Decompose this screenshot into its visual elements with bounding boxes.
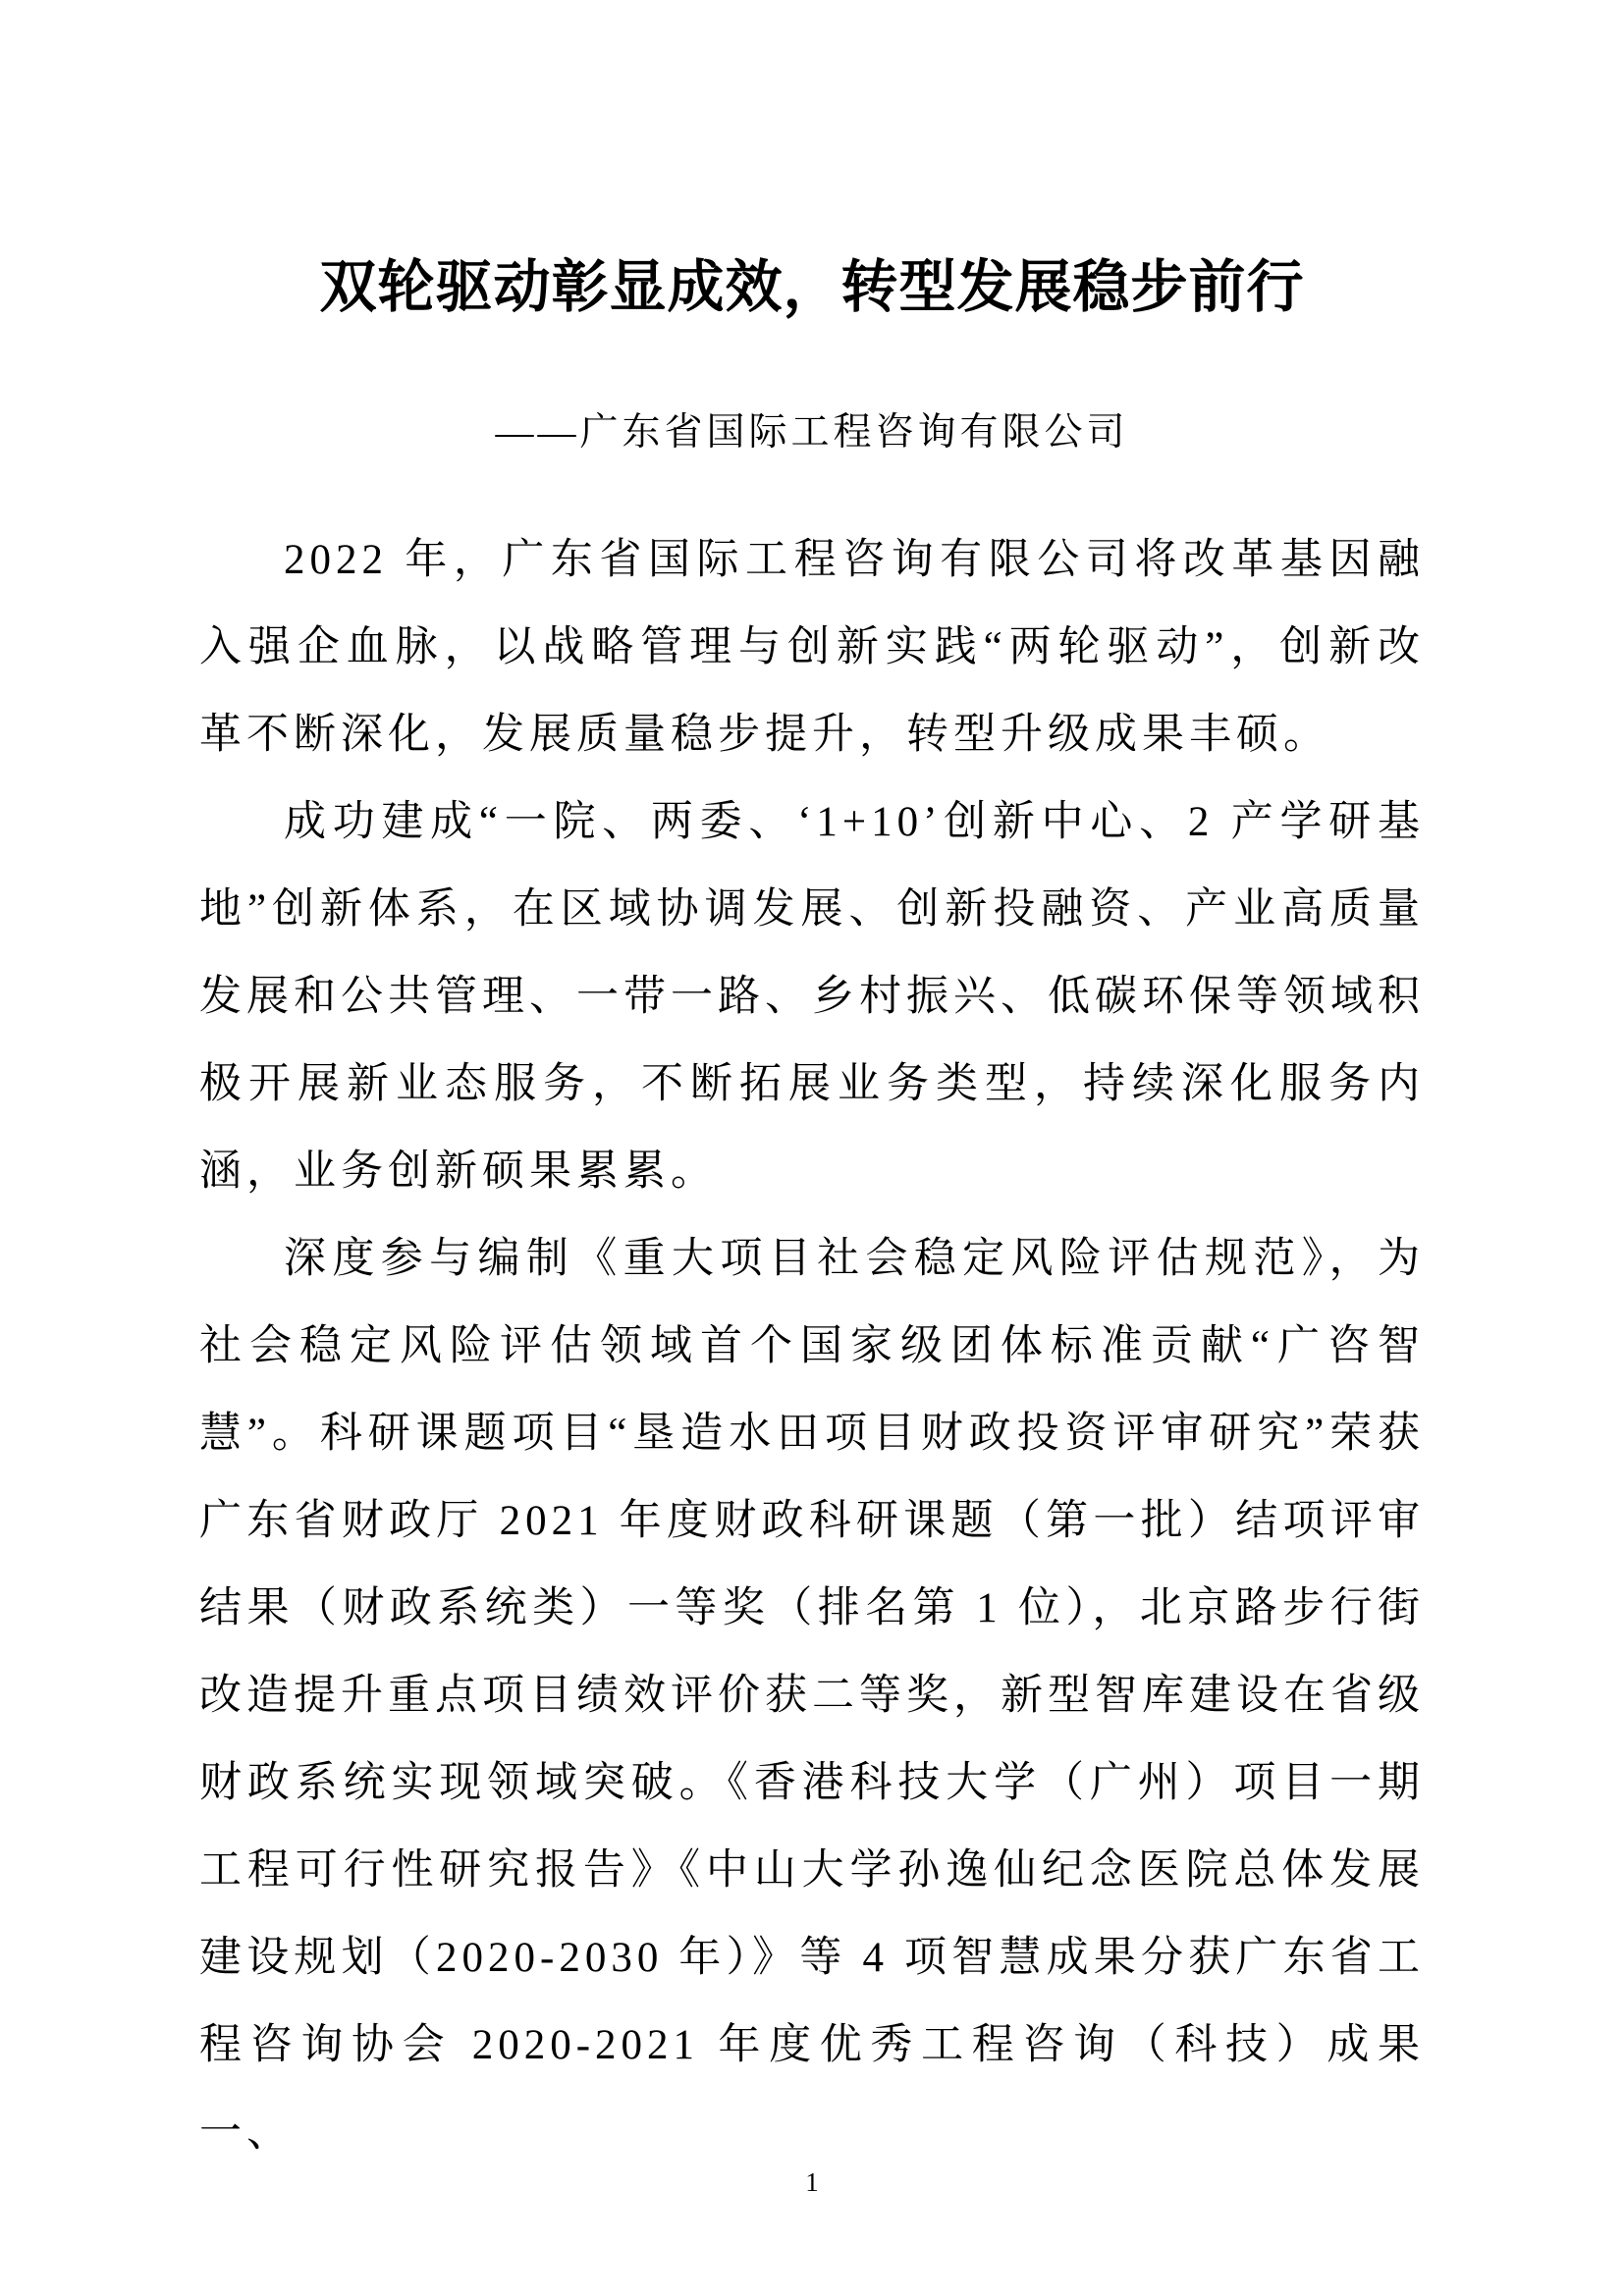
- document-title: 双轮驱动彰显成效，转型发展稳步前行: [319, 255, 1305, 319]
- body-paragraph-1: 2022 年，广东省国际工程咨询有限公司将改革基因融入强企血脉，以战略管理与创新实践“两轮驱动”，创新改革不断深化，发展质量稳步提升，转型升级成果丰硕。: [199, 537, 1425, 758]
- body-paragraph-2: 成功建成“一院、两委、‘1+10’创新中心、2 产学研基地”创新体系，在区域协调发展、创新投融资、产业高质量发展和公共管理、一带一路、乡村振兴、低碳环保等领域积极开展新业态服务，不断拓展业务类型，持续深化服务内涵，业务创新硕果累累。: [199, 799, 1425, 1195]
- body-paragraph-3: 深度参与编制《重大项目社会稳定风险评估规范》，为社会稳定风险评估领域首个国家级团体标准贡献“广咨智慧”。科研课题项目“垦造水田项目财政投资评审研究”荣获广东省财政厅 2021 年度财政科研课题（第一批）结项评审结果（财政系统类）一等奖（排名第 1 位），北京路步行街改造提升重点项目绩效评价获二等奖，新型智库建设在省级财政系统实现领域突破。《香港科技大学（广州）项目一期工程可行性研究报告》《中山大学孙逸仙纪念医院总体发展建设规划（2020-2030 年）》等 4 项智慧成果分获广东省工程咨询协会 2020-2021 年度优秀工程咨询（科技）成果一、: [199, 1236, 1425, 2156]
- document-body: [0, 516, 1624, 2176]
- document-subtitle: ——广东省国际工程咨询有限公司: [495, 411, 1129, 454]
- page-footer: [0, 2167, 1624, 2198]
- page-number: 1: [805, 2167, 819, 2197]
